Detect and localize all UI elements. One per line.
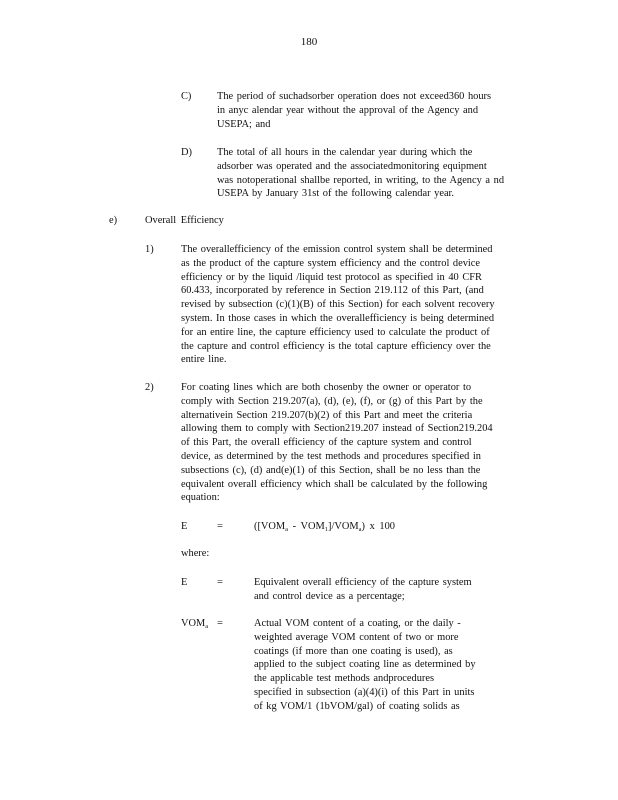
item-2-marker: 2): [145, 382, 154, 393]
def-vom-line: Actual VOM content of a coating, or the daily -: [254, 618, 461, 629]
equation-rhs: [254, 520, 395, 534]
item-d-text: [217, 146, 543, 201]
def-vom-line: applied to the subject coating line as determined by: [254, 659, 476, 671]
def-vom-line: of kg VOM/1 (1bVOM/gal) of coating solids as: [254, 700, 460, 712]
item-2-line: alternativein Section 219.207(b)(2) of this Part and meet the criteria: [181, 409, 473, 421]
equation-equals: =: [217, 521, 223, 532]
item-c-line: The period of suchadsorber operation does not exceed360 hours: [217, 91, 492, 102]
page-number: 180: [300, 36, 318, 48]
equation-part: - VOM: [292, 521, 325, 532]
def-vom-line: weighted average VOM content of two or more: [254, 631, 459, 643]
def-e-text: [254, 576, 494, 604]
def-vom-symbol: [181, 617, 208, 631]
item-1-line: as the product of the capture system efficiency and the control device: [181, 257, 481, 269]
item-d-line: USEPA by January 31st of the following calendar year.: [217, 188, 455, 200]
item-1-line: entire line.: [181, 354, 227, 366]
equation-part: ([VOM: [254, 521, 286, 532]
def-vom-line: the applicable test methods andprocedures: [254, 673, 435, 685]
item-c-line: in anyc alendar year without the approval of the Agency and: [217, 104, 479, 116]
def-e-equals: =: [217, 577, 223, 588]
item-2-line: allowing them to comply with Section219.207 instead of Section219.204: [181, 423, 493, 435]
def-vom-line: specified in subsection (a)(4)(i) of this Part in units: [254, 686, 475, 698]
item-1-line: The overallefficiency of the emission control system shall be determined: [181, 244, 493, 255]
item-1-line: for an entire line, the capture efficiency used to calculate the product of: [181, 326, 490, 338]
item-d-marker: D): [181, 147, 192, 158]
def-vom-subscript: a: [205, 623, 209, 630]
item-1-line: efficiency or by the liquid /liquid test protocol as specified in 40 CFR: [181, 271, 482, 283]
equation-lhs: E: [181, 521, 188, 532]
item-2-line: For coating lines which are both chosenby the owner or operator to: [181, 382, 472, 393]
def-e-symbol: E: [181, 577, 188, 588]
item-2-text: [181, 381, 527, 505]
section-e-marker: e): [109, 215, 118, 226]
item-1-text: [181, 243, 527, 367]
item-1-line: system. In those cases in which the overallefficiency is being determined: [181, 312, 495, 324]
item-2-line: of this Part, the overall efficiency of the capture system and control: [181, 437, 472, 449]
item-c-line: USEPA; and: [217, 118, 271, 130]
def-vom-equals: =: [217, 618, 223, 629]
item-1-line: the capture and control efficiency is the total capture efficiency over the: [181, 340, 491, 352]
equation-subscript: a: [358, 526, 362, 533]
item-2-line: comply with Section 219.207(a), (d), (e), (f), or (g) of this Part by the: [181, 395, 483, 407]
item-d-line: adsorber was operated and the associatedmonitoring equipment: [217, 160, 487, 172]
item-2-line: equivalent overall efficiency which shall be calculated by the following: [181, 478, 488, 490]
item-2-line: device, as determined by the test methods and procedures specified in: [181, 450, 481, 462]
def-vom-symbol-text: VOM: [181, 618, 206, 629]
item-2-line: subsections (c), (d) and(e)(1) of this Section, shall be no less than the: [181, 464, 481, 476]
item-c-marker: C): [181, 91, 192, 102]
equation-subscript: 1: [324, 526, 329, 533]
section-e-heading: Overall Efficiency: [145, 215, 224, 226]
where-label: where:: [181, 548, 210, 559]
item-1-line: revised by subsection (c)(1)(B) of this Section) for each solvent recovery: [181, 299, 495, 311]
def-vom-line: coatings (if more than one coating is used), as: [254, 645, 453, 657]
item-d-line: was notoperational shallbe reported, in writing, to the Agency a nd: [217, 174, 505, 186]
item-1-marker: 1): [145, 244, 154, 255]
item-d-line: The total of all hours in the calendar year during which the: [217, 147, 473, 158]
equation-part: ) x 100: [361, 521, 395, 532]
def-e-line: Equivalent overall efficiency of the capture system: [254, 577, 472, 588]
def-vom-text: [254, 617, 500, 714]
item-2-line: equation:: [181, 492, 220, 504]
item-c-text: [217, 90, 523, 131]
equation-subscript: a: [285, 526, 289, 533]
equation-part: ]/VOM: [328, 521, 359, 532]
def-e-line: and control device as a percentage;: [254, 590, 405, 602]
item-1-line: 60.433, incorporated by reference in Section 219.112 of this Part, (and: [181, 285, 484, 297]
